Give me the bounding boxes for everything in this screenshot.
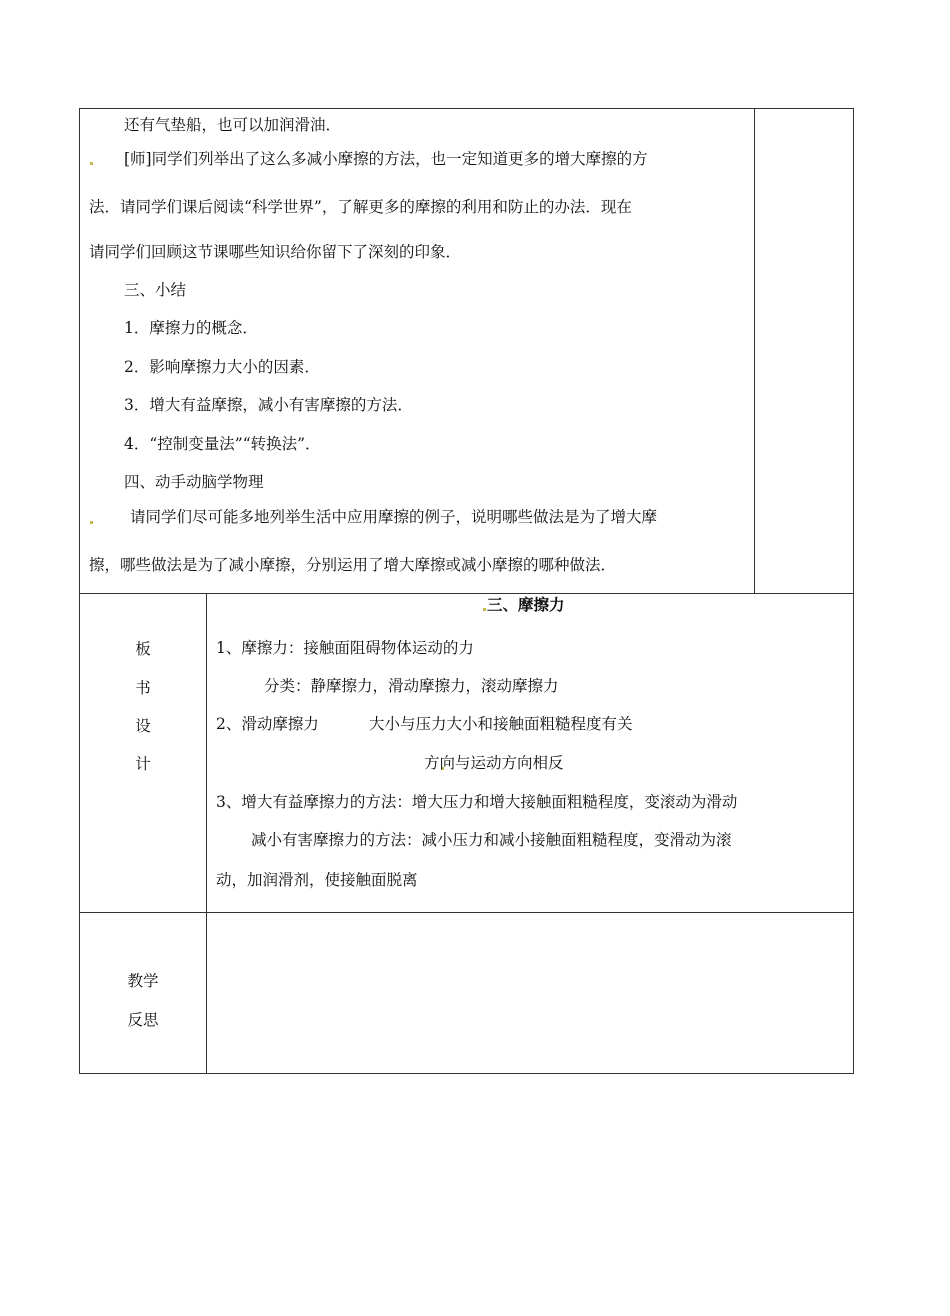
lesson-line-2: [师]同学们列举出了这么多减小摩擦的方法，也一定知道更多的增大摩擦的方: [124, 150, 648, 168]
lesson-line-1: 还有气垫船，也可以加润滑油．: [124, 116, 342, 134]
lesson-line-3: 法．请同学们课后阅读“科学世界”，了解更多的摩擦的利用和防止的办法．现在: [89, 198, 632, 216]
activity-line-2: 擦，哪些做法是为了减小摩擦，分别运用了增大摩擦或减小摩擦的哪种做法．: [89, 556, 617, 574]
activity-line-1: 请同学们尽可能多地列举生活中应用摩擦的例子，说明哪些做法是为了增大摩: [130, 508, 658, 526]
board-item-3-sub-1: 减小有害摩擦力的方法：减小压力和减小接触面粗糙程度，变滑动为滚: [251, 831, 732, 849]
board-item-2-label: 2、滑动摩擦力: [216, 715, 319, 733]
board-label-char: 书: [135, 679, 151, 697]
summary-item-1: 1．摩擦力的概念．: [124, 319, 258, 337]
activity-heading: 四、动手动脑学物理: [124, 473, 264, 491]
lesson-content-row: [80, 109, 854, 594]
reflection-label-line-2: 反思: [127, 1011, 159, 1029]
board-title: 三、摩擦力: [487, 596, 565, 614]
reflection-label-cell: [80, 913, 207, 1074]
board-item-3: 3、增大有益摩擦力的方法：增大压力和增大接触面粗糙程度，变滚动为滑动: [216, 793, 738, 811]
reflection-row: [80, 913, 854, 1074]
board-item-3-sub-2: 动，加润滑剂，使接触面脱离: [216, 871, 418, 889]
lesson-plan-table: [79, 108, 854, 1074]
marker-dot: [90, 521, 93, 524]
board-label-char: 计: [135, 755, 151, 773]
summary-heading: 三、小结: [124, 281, 187, 299]
lesson-content-cell: [80, 109, 755, 594]
board-item-2-direction: 方向与运动方向相反: [424, 754, 564, 772]
board-design-label-cell: [80, 594, 207, 913]
summary-item-4: 4．“控制变量法”“转换法”．: [124, 435, 321, 453]
board-design-row: [80, 594, 854, 913]
board-item-1-sub: 分类：静摩擦力，滑动摩擦力，滚动摩擦力: [264, 677, 559, 695]
summary-item-2: 2．影响摩擦力大小的因素．: [124, 358, 320, 376]
reflection-content-cell[interactable]: [207, 913, 854, 1074]
summary-item-3: 3．增大有益摩擦，减小有害摩擦的方法．: [124, 396, 413, 414]
marker-dot: [483, 608, 486, 611]
board-item-1: 1、摩擦力：接触面阻碍物体运动的力: [216, 639, 474, 657]
remarks-cell: [755, 109, 854, 594]
board-design-content-cell: [207, 594, 854, 913]
reflection-label-line-1: 教学: [127, 972, 159, 990]
board-item-2-size: 大小与压力大小和接触面粗糙程度有关: [369, 715, 633, 733]
board-label-char: 设: [135, 717, 151, 735]
board-label-char: 板: [135, 640, 151, 658]
marker-dot: [90, 162, 93, 165]
lesson-line-4: 请同学们回顾这节课哪些知识给你留下了深刻的印象．: [89, 243, 462, 261]
